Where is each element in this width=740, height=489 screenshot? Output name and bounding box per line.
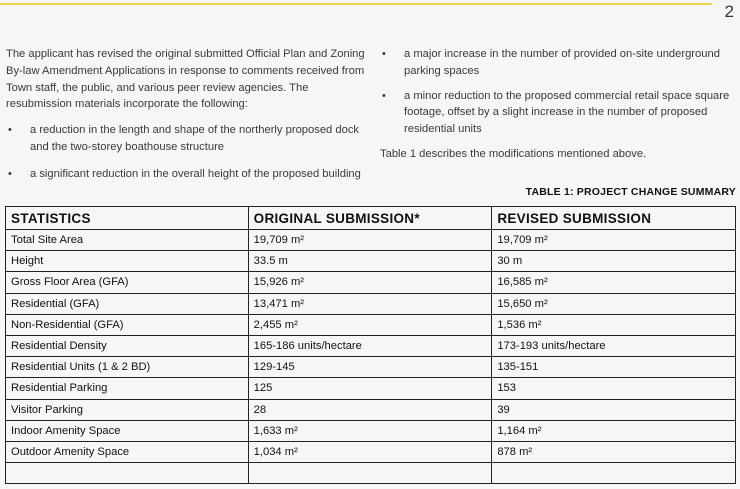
intro-right-column <box>380 46 736 163</box>
header-accent-rule <box>0 3 712 5</box>
cell-revised: 153 <box>492 378 736 399</box>
cell-statistic: Residential Density <box>6 335 249 356</box>
cell-revised <box>492 463 736 484</box>
right-bullet-list <box>380 46 736 138</box>
header-original-submission: ORIGINAL SUBMISSION* <box>248 207 492 230</box>
cell-revised: 878 m² <box>492 441 736 462</box>
table-row <box>6 293 736 314</box>
header-revised-submission: REVISED SUBMISSION <box>492 207 736 230</box>
closing-sentence: Table 1 describes the modifications mentioned above. <box>380 147 647 160</box>
cell-revised: 16,585 m² <box>492 272 736 293</box>
cell-revised: 1,164 m² <box>492 420 736 441</box>
cell-statistic: Residential Units (1 & 2 BD) <box>6 357 249 378</box>
table-row <box>6 378 736 399</box>
cell-statistic: Height <box>6 251 249 272</box>
table-row <box>6 441 736 462</box>
bullet-text: a minor reduction to the proposed commercial retail space square footage, offset by a slight increase in the number of proposed residential units <box>404 89 730 136</box>
table-row <box>6 272 736 293</box>
cell-original: 165-186 units/hectare <box>248 335 492 356</box>
list-item <box>6 122 366 156</box>
table-row <box>6 230 736 251</box>
table-row <box>6 251 736 272</box>
table-row <box>6 314 736 335</box>
table-row <box>6 357 736 378</box>
bullet-text: a significant reduction in the overall height of the proposed building <box>30 167 361 180</box>
cell-original: 19,709 m² <box>248 230 492 251</box>
intro-left-column <box>6 46 366 193</box>
cell-original: 125 <box>248 378 492 399</box>
cell-statistic: Non-Residential (GFA) <box>6 314 249 335</box>
cell-statistic: Gross Floor Area (GFA) <box>6 272 249 293</box>
cell-revised: 30 m <box>492 251 736 272</box>
table-row <box>6 399 736 420</box>
cell-statistic: Outdoor Amenity Space <box>6 441 249 462</box>
bullet-icon: • <box>8 124 12 137</box>
cell-original: 129-145 <box>248 357 492 378</box>
bullet-icon: • <box>382 89 386 102</box>
cell-original: 33.5 m <box>248 251 492 272</box>
cell-statistic: Visitor Parking <box>6 399 249 420</box>
intro-paragraph: The applicant has revised the original submitted Official Plan and Zoning By-law Amendment Applications in response to comments received from Town staff, the public, and various peer review agencies. The resubmission materials incorporate the following: <box>6 48 365 111</box>
cell-statistic <box>6 463 249 484</box>
header-statistics: STATISTICS <box>6 207 249 230</box>
left-bullet-list <box>6 122 366 182</box>
cell-statistic: Residential Parking <box>6 378 249 399</box>
cell-original: 13,471 m² <box>248 293 492 314</box>
cell-original <box>248 463 492 484</box>
cell-revised: 39 <box>492 399 736 420</box>
table-row-empty <box>6 463 736 484</box>
bullet-icon: • <box>382 48 386 60</box>
cell-revised: 19,709 m² <box>492 230 736 251</box>
table-title: TABLE 1: PROJECT CHANGE SUMMARY <box>525 186 736 198</box>
cell-statistic: Residential (GFA) <box>6 293 249 314</box>
cell-statistic: Total Site Area <box>6 230 249 251</box>
cell-original: 15,926 m² <box>248 272 492 293</box>
cell-original: 2,455 m² <box>248 314 492 335</box>
cell-original: 1,034 m² <box>248 441 492 462</box>
table-row <box>6 420 736 441</box>
list-item <box>380 46 736 80</box>
cell-original: 1,633 m² <box>248 420 492 441</box>
bullet-icon: • <box>8 167 12 180</box>
bullet-text: a major increase in the number of provided on-site underground parking spaces <box>404 48 720 77</box>
project-change-summary-table <box>5 206 736 484</box>
cell-revised: 15,650 m² <box>492 293 736 314</box>
page-number: 2 <box>724 2 734 21</box>
cell-revised: 135-151 <box>492 357 736 378</box>
list-item <box>380 88 736 138</box>
table-row <box>6 335 736 356</box>
cell-statistic: Indoor Amenity Space <box>6 420 249 441</box>
table-header-row <box>6 207 736 230</box>
cell-revised: 1,536 m² <box>492 314 736 335</box>
cell-original: 28 <box>248 399 492 420</box>
bullet-text: a reduction in the length and shape of the northerly proposed dock and the two-storey boathouse structure <box>30 124 360 153</box>
cell-revised: 173-193 units/hectare <box>492 335 736 356</box>
list-item <box>6 166 366 183</box>
